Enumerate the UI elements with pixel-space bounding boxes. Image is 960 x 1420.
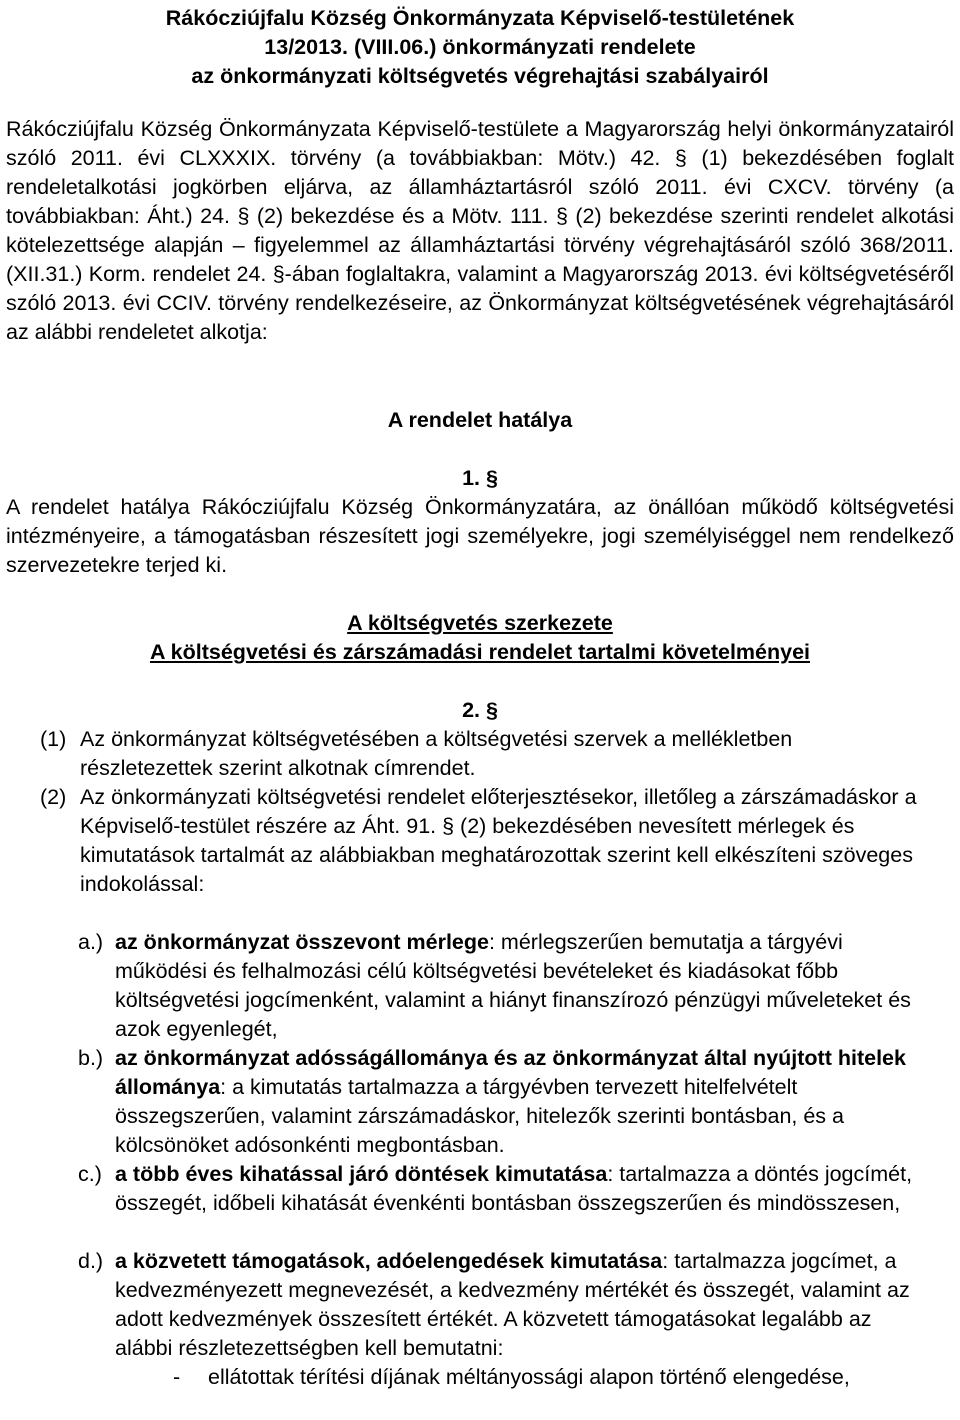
numbered-item-label: (1) bbox=[40, 727, 67, 751]
dash-item-1 bbox=[173, 1363, 933, 1392]
numbered-item-label: (2) bbox=[40, 785, 67, 809]
sub-item-label: c.) bbox=[78, 1162, 102, 1186]
title-line-3: az önkormányzati költségvetés végrehajtási szabályairól bbox=[191, 64, 769, 88]
section2-heading-2: A költségvetési és zárszámadási rendelet tartalmi követelményei bbox=[149, 640, 811, 664]
sub-item-bold: az önkormányzat összevont mérlege bbox=[115, 930, 489, 954]
sub-item-label: d.) bbox=[78, 1249, 104, 1273]
section2-heading-1: A költségvetés szerkezete bbox=[347, 611, 613, 635]
section2-number: 2. § bbox=[462, 698, 498, 722]
numbered-item-text: Az önkormányzat költségvetésében a költségvetési szervek a mellékletben részletezettek szerint alkotnak címrendet. bbox=[80, 727, 793, 780]
sub-item-text: : tartalmazza a döntés jogcímét, összegét, időbeli kihatását évenkénti bontásban összegszerűen és mindösszesen, bbox=[115, 1162, 913, 1215]
dash-item-text: ellátottak térítési díjának méltányossági alapon történő elengedése, bbox=[208, 1365, 850, 1389]
preamble-paragraph: Rákócziújfalu Község Önkormányzata Képviselő-testülete a Magyarország helyi önkormányzatairól szóló 2011. évi CLXXXIX. törvény (a továbbiakban: Mötv.) 42. § (1) bekezdésében foglalt rendeletalkotási jogkörben eljárva, az államháztartásról szóló 2011. évi CXCV. törvény (a továbbiakban: Áht.) 24. § (2) bekezdése és a Mötv. 111. § (2) bekezdése szerinti rendelet alkotási kötelezettsége alapján – figyelemmel az államháztartási törvény végrehajtásáról szóló 368/2011. (XII.31.) Korm. rendelet 24. §-ában foglaltakra, valamint a Magyarország 2013. évi költségvetéséről szóló 2013. évi CCIV. törvény rendelkezéseire, az Önkormányzat költségvetésének végrehajtásáról az alábbi rendeletet alkotja: bbox=[6, 117, 954, 344]
title-line-2: 13/2013. (VIII.06.) önkormányzati rendelete bbox=[264, 35, 696, 59]
sub-item-bold: az önkormányzat adósságállománya és az önkormányzat által nyújtott hitelek állománya bbox=[115, 1046, 906, 1099]
numbered-item-1 bbox=[40, 725, 920, 783]
document-title bbox=[0, 4, 960, 91]
sub-item-text: : a kimutatás tartalmazza a tárgyévben tervezett hitelfelvételt összegszerűen, valamint zárszámadáskor, hitelezők szerinti bontásban, és a kölcsönöket adósonkénti megbontásban. bbox=[115, 1075, 844, 1157]
sub-item-text: : tartalmazza jogcímet, a kedvezményezett megnevezését, a kedvezmény mértékét és összegét, valamint az adott kedvezmények összesített értékét. A közvetett támogatásokat legalább az alábbi részletezettségben kell bemutatni: bbox=[115, 1249, 910, 1360]
sub-item-text: : mérlegszerűen bemutatja a tárgyévi működési és felhalmozási célú költségvetési bevételeket és kiadásokat főbb költségvetési jogcímenként, valamint a hiányt finanszírozó pénzügyi műveleteket és azok egyenlegét, bbox=[115, 930, 911, 1041]
numbered-item-2 bbox=[40, 783, 920, 899]
sub-item-c bbox=[78, 1160, 920, 1218]
sub-item-b bbox=[78, 1044, 920, 1160]
dash-item-label: - bbox=[173, 1365, 181, 1389]
sub-item-label: a.) bbox=[78, 930, 104, 954]
section1-heading: A rendelet hatálya bbox=[387, 408, 573, 432]
section1-number: 1. § bbox=[462, 466, 498, 490]
sub-item-bold: a közvetett támogatások, adóelengedések kimutatása bbox=[115, 1249, 663, 1273]
numbered-item-text: Az önkormányzati költségvetési rendelet előterjesztésekor, illetőleg a zárszámadáskor a Képviselő-testület részére az Áht. 91. § (2) bekezdésében nevesített mérlegek és kimutatások tartalmát az alábbiakban meghatározottak szerint kell elkészíteni szöveges indokolással: bbox=[80, 785, 917, 896]
title-line-1: Rákócziújfalu Község Önkormányzata Képviselő-testületének bbox=[165, 6, 795, 30]
sub-item-a bbox=[78, 928, 920, 1044]
sub-item-label: b.) bbox=[78, 1046, 104, 1070]
sub-item-bold: a több éves kihatással járó döntések kimutatása bbox=[115, 1162, 608, 1186]
sub-item-d bbox=[78, 1247, 920, 1363]
section1-text: A rendelet hatálya Rákócziújfalu Község Önkormányzatára, az önállóan működő költségvetési intézményeire, a támogatásban részesített jogi személyekre, jogi személyiséggel nem rendelkező szervezetekre terjed ki. bbox=[6, 495, 954, 577]
